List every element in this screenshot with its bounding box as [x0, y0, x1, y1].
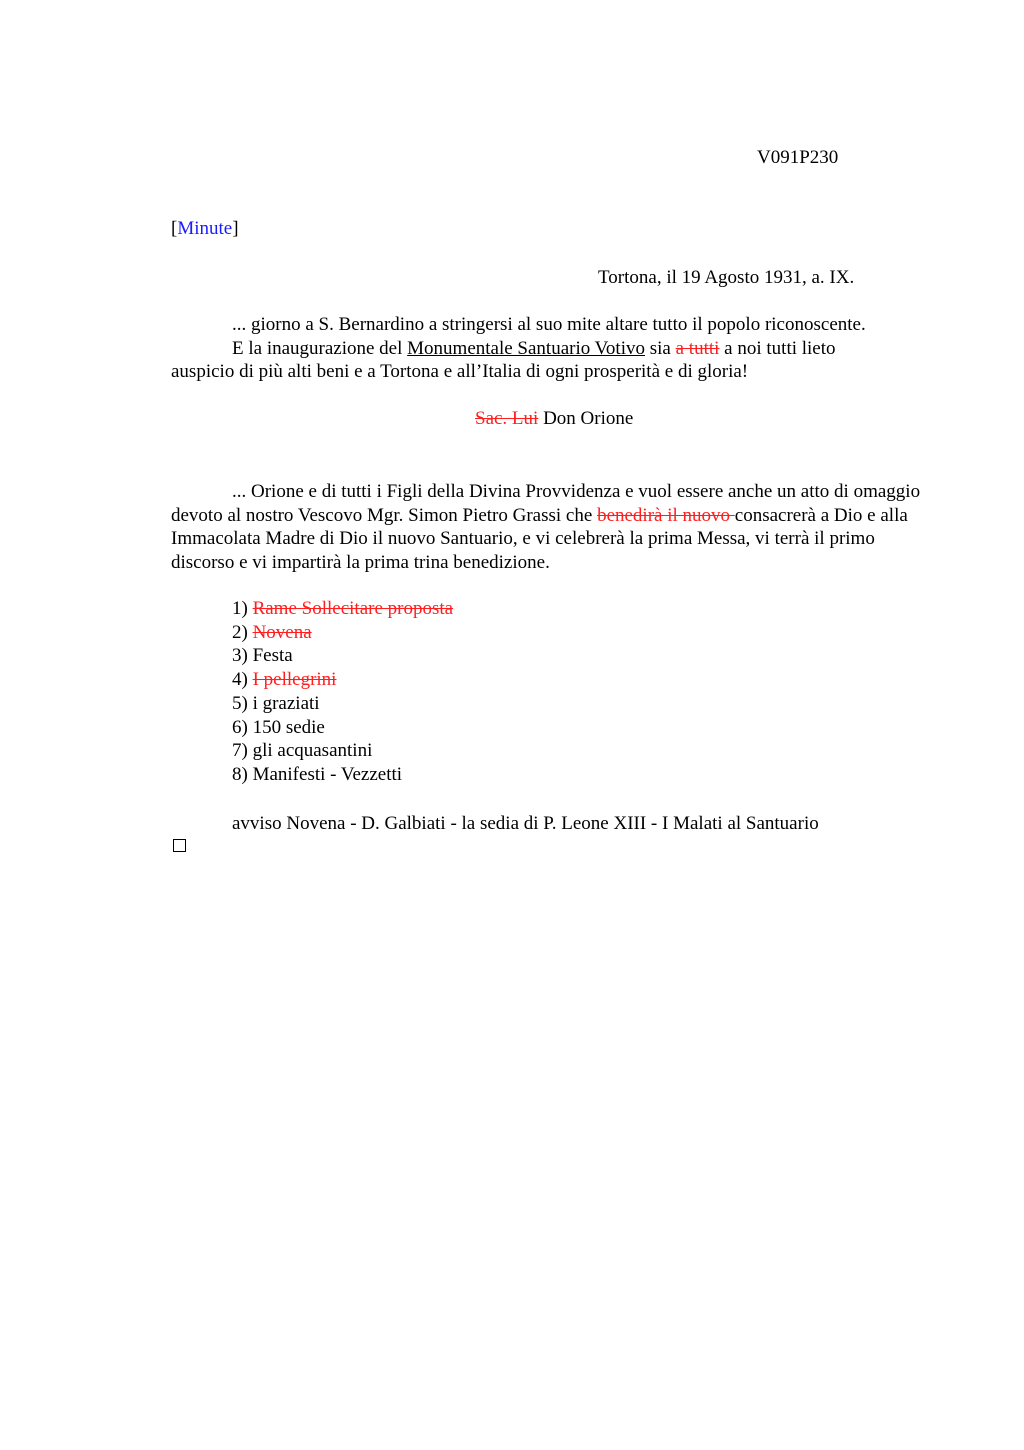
paragraph-1-line-1: ... giorno a S. Bernardino a stringersi al suo mite altare tutto il popolo riconoscente.: [232, 314, 866, 335]
list-item-text: i graziati: [252, 692, 320, 714]
minute-label-text: Minute: [177, 218, 233, 239]
minute-label: [171, 217, 239, 241]
p2-text-end: consacrerà a Dio e alla Immacolata Madre di Dio il nuovo Santuario, e vi celebrerà la prima Messa, vi terrà il primo discorso e vi impartirà la prima trina benedizione.: [171, 504, 908, 574]
p1-text-mid: sia: [645, 337, 676, 359]
list-item: 3) Festa: [232, 645, 293, 667]
empty-checkbox-icon: [173, 839, 186, 852]
signature-name: Don Orione: [538, 408, 634, 429]
list-item-text: I pellegrini: [252, 669, 337, 691]
bracket-open: [: [171, 218, 178, 239]
list-item: 6) 150 sedie: [232, 716, 325, 738]
numbered-list: [232, 597, 453, 787]
deleted-text: a tutti: [675, 337, 720, 359]
underlined-santuario: Monumentale Santuario Votivo: [407, 337, 645, 359]
p1-text-end: a noi tutti lieto: [719, 337, 836, 359]
paragraph-1: [171, 313, 931, 384]
list-item-text: Festa: [252, 645, 293, 667]
paragraph-2: [171, 480, 931, 575]
avviso-note: avviso Novena - D. Galbiati - la sedia di P. Leone XIII - I Malati al Santuario: [232, 813, 819, 834]
list-item: 2) Novena: [232, 621, 312, 643]
list-item-text: Novena: [252, 621, 312, 643]
deleted-text: benedirà il nuovo: [597, 504, 735, 526]
paragraph-1-line-2: [171, 337, 931, 361]
list-item: 8) Manifesti - Vezzetti: [232, 763, 403, 785]
list-item: 7) gli acquasantini: [232, 740, 373, 762]
p1-text-start: E la inaugurazione del: [232, 337, 408, 359]
list-item: 5) i graziati: [232, 692, 320, 714]
signature: [475, 407, 633, 431]
list-item-text: 150 sedie: [252, 716, 325, 738]
bracket-close: ]: [232, 218, 239, 239]
deleted-signature: Sac. Lui: [475, 408, 539, 429]
list-item-text: Manifesti - Vezzetti: [252, 763, 403, 785]
list-item-text: gli acquasantini: [252, 740, 373, 762]
paragraph-1-line-3: auspicio di più alti beni e a Tortona e all’Italia di ogni prosperità e di gloria!: [171, 361, 749, 383]
list-item: 1) Rame Sollecitare proposta: [232, 598, 454, 619]
p2-text-start: ... Orione e di tutti i Figli della Divina Provvidenza e vuol essere anche un atto di omaggio devoto al nostro Vescovo Mgr. Simon Pietro Grassi che: [171, 481, 921, 526]
list-item-text: Rame Sollecitare proposta: [252, 598, 454, 619]
document-reference-code: V091P230: [757, 147, 839, 168]
dateline: Tortona, il 19 Agosto 1931, a. IX.: [598, 267, 855, 288]
list-item: 4) I pellegrini: [232, 669, 337, 691]
